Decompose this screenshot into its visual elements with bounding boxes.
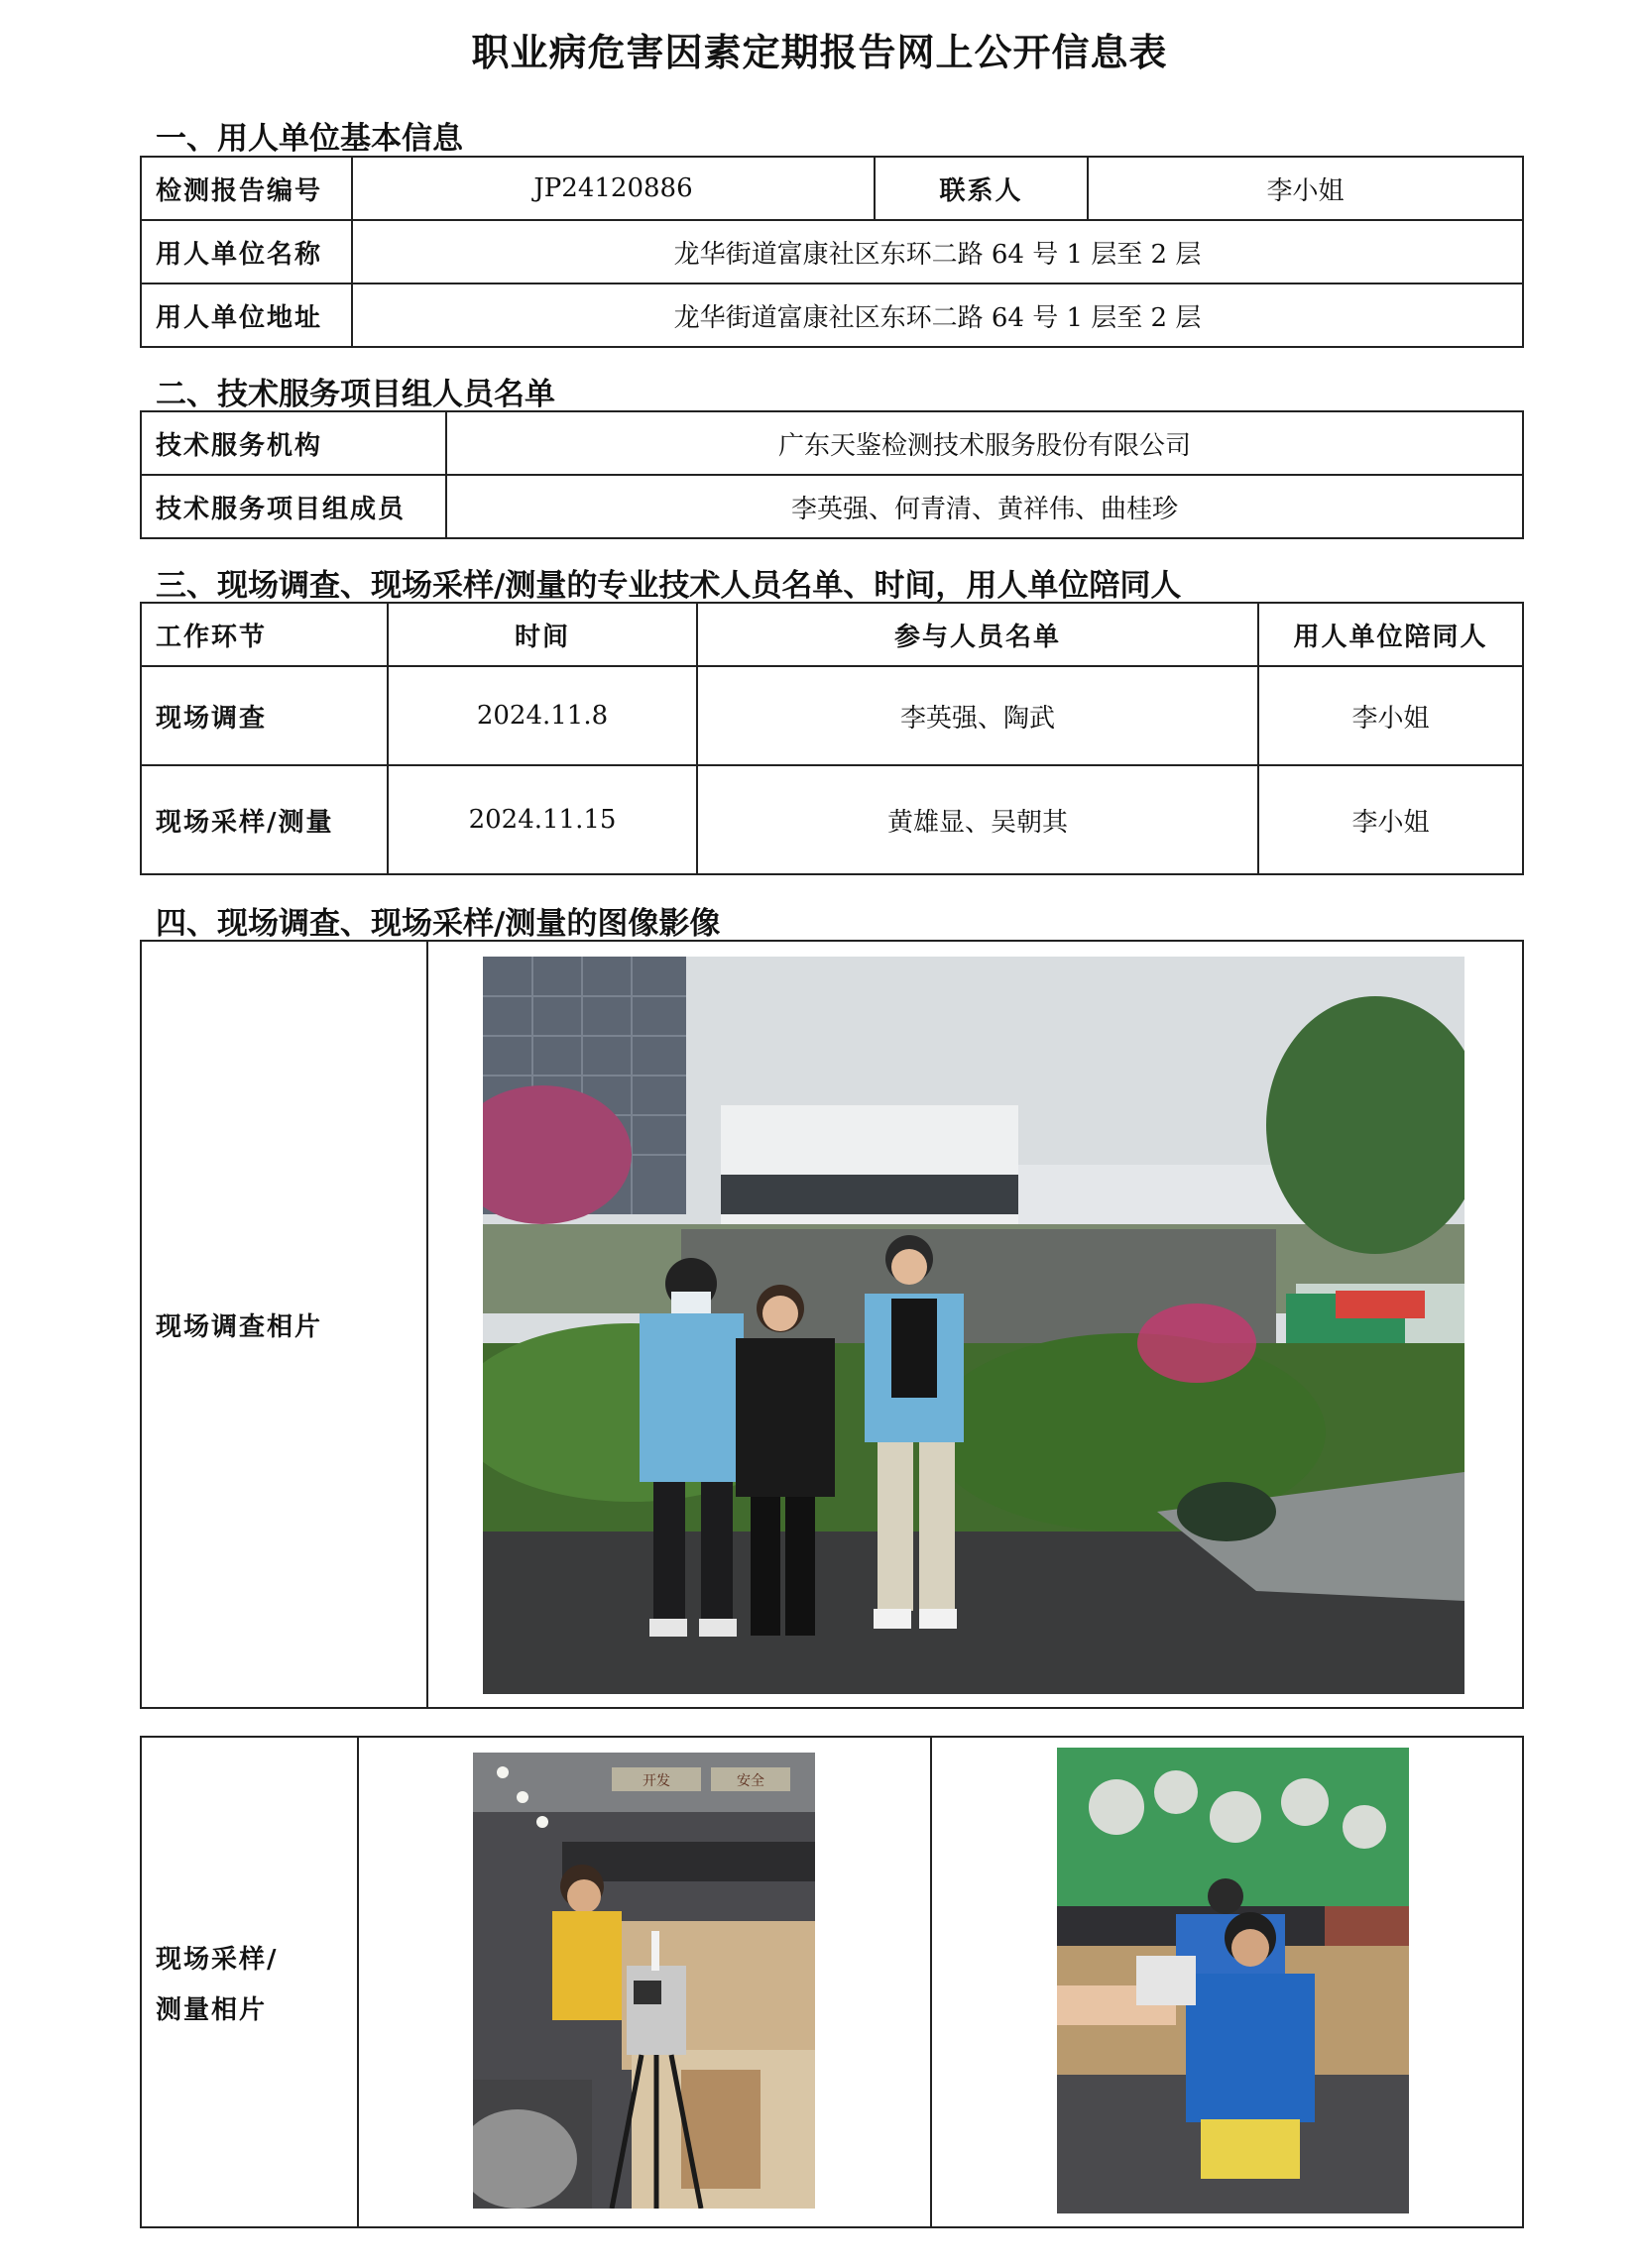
section-3-heading: 三、现场调查、现场采样/测量的专业技术人员名单、时间，用人单位陪同人 bbox=[156, 568, 1182, 604]
org-label: 技术服务机构 bbox=[141, 411, 446, 475]
header-time: 时间 bbox=[388, 603, 697, 666]
header-stage: 工作环节 bbox=[141, 603, 388, 666]
members-label: 技术服务项目组成员 bbox=[141, 475, 446, 538]
time-cell: 2024.11.8 bbox=[388, 666, 697, 765]
section-2-heading: 二、技术服务项目组人员名单 bbox=[156, 377, 555, 412]
members-value: 李英强、何青清、黄祥伟、曲桂珍 bbox=[446, 475, 1523, 538]
team-table bbox=[140, 410, 1524, 539]
table-row bbox=[141, 765, 1523, 874]
sampling-photo-label: 现场采样/ 测量相片 bbox=[141, 1737, 358, 2227]
contact-value: 李小姐 bbox=[1088, 157, 1523, 220]
report-no-value: JP24120886 bbox=[352, 157, 875, 220]
table-row bbox=[141, 666, 1523, 765]
signage-text-1: 开发 bbox=[643, 1773, 670, 1789]
escort-cell: 李小姐 bbox=[1258, 666, 1523, 765]
report-no-label: 检测报告编号 bbox=[141, 157, 352, 220]
people-cell: 黄雄显、吴朝其 bbox=[697, 765, 1258, 874]
header-people: 参与人员名单 bbox=[697, 603, 1258, 666]
company-name-label: 用人单位名称 bbox=[141, 220, 352, 284]
contact-label: 联系人 bbox=[875, 157, 1088, 220]
stage-cell: 现场采样/测量 bbox=[141, 765, 388, 874]
company-name-value: 龙华街道富康社区东环二路 64 号 1 层至 2 层 bbox=[352, 220, 1523, 284]
org-value: 广东天鉴检测技术服务股份有限公司 bbox=[446, 411, 1523, 475]
people-cell: 李英强、陶武 bbox=[697, 666, 1258, 765]
survey-photo-label: 现场调查相片 bbox=[141, 941, 427, 1708]
escort-cell: 李小姐 bbox=[1258, 765, 1523, 874]
basic-info-table bbox=[140, 156, 1524, 348]
section-4-heading: 四、现场调查、现场采样/测量的图像影像 bbox=[156, 906, 721, 942]
personnel-table bbox=[140, 602, 1524, 875]
sampling-photo-2 bbox=[1057, 1748, 1409, 2213]
survey-photo bbox=[483, 957, 1464, 1694]
header-escort: 用人单位陪同人 bbox=[1258, 603, 1523, 666]
sampling-photo-1 bbox=[473, 1753, 815, 2209]
section-1-heading: 一、用人单位基本信息 bbox=[156, 121, 463, 157]
time-cell: 2024.11.15 bbox=[388, 765, 697, 874]
stage-cell: 现场调查 bbox=[141, 666, 388, 765]
company-address-value: 龙华街道富康社区东环二路 64 号 1 层至 2 层 bbox=[352, 284, 1523, 347]
company-address-label: 用人单位地址 bbox=[141, 284, 352, 347]
page-title: 职业病危害因素定期报告网上公开信息表 bbox=[471, 31, 1168, 74]
signage-text-2: 安全 bbox=[737, 1773, 764, 1789]
